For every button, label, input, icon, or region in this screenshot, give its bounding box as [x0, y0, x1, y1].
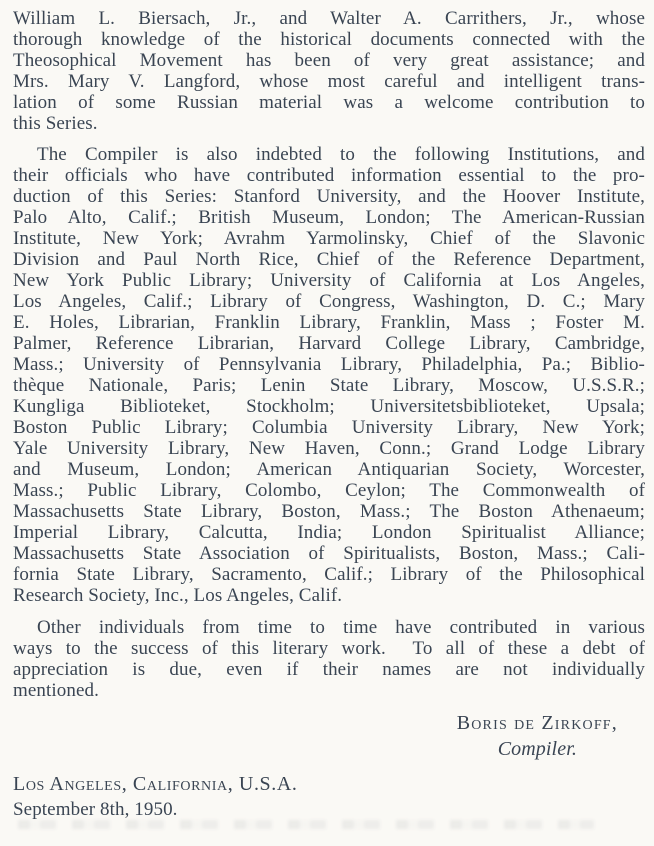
text-line: appreciation is due, even if their names are not individually: [13, 659, 645, 680]
text-line: Massachusetts State Library, Boston, Mass.; The Boston Athenaeum;: [13, 501, 645, 522]
text-line: Boston Public Library; Columbia University Library, New York;: [13, 417, 645, 438]
text-line: and Museum, London; American Antiquarian Society, Worcester,: [13, 459, 645, 480]
text-line: thorough knowledge of the historical documents connected with the: [13, 29, 645, 50]
text-line: William L. Biersach, Jr., and Walter A. Carrithers, Jr., whose: [13, 8, 645, 29]
text-line: Theosophical Movement has been of very great assistance; and: [13, 50, 645, 71]
paragraph-acknowledgments-others: [13, 617, 645, 701]
text-line: Other individuals from time to time have contributed in various: [37, 617, 645, 638]
text-line: Yale University Library, New Haven, Conn.; Grand Lodge Library: [13, 438, 645, 459]
text-line: ways to the success of this literary work. To all of these a debt of: [13, 638, 645, 659]
compiler-title: Compiler.: [497, 738, 577, 760]
text-line: Palmer, Reference Librarian, Harvard College Library, Cambridge,: [13, 333, 645, 354]
text-line: this Series.: [13, 113, 98, 134]
text-line: Mass.; Public Library, Colombo, Ceylon; The Commonwealth of: [13, 480, 645, 501]
scan-artifact: [18, 820, 594, 829]
text-line: lation of some Russian material was a welcome contribution to: [13, 92, 645, 113]
text-line: Massachusetts State Association of Spiritualists, Boston, Mass.; Cali-: [13, 543, 645, 564]
text-line: Los Angeles, Calif.; Library of Congress, Washington, D. C.; Mary: [13, 291, 645, 312]
text-line: The Compiler is also indebted to the following Institutions, and: [37, 144, 645, 165]
text-line: Palo Alto, Calif.; British Museum, London; The American-Russian: [13, 207, 645, 228]
text-line: Mass.; University of Pennsylvania Library, Philadelphia, Pa.; Biblio-: [13, 354, 645, 375]
text-line: Kungliga Biblioteket, Stockholm; Universitetsbiblioteket, Upsala;: [13, 396, 645, 417]
signature: [457, 710, 618, 763]
text-line: Mrs. Mary V. Langford, whose most careful and intelligent trans-: [13, 71, 645, 92]
text-line: duction of this Series: Stanford University, and the Hoover Institute,: [13, 186, 645, 207]
text-line: thèque Nationale, Paris; Lenin State Library, Moscow, U.S.S.R.;: [13, 375, 645, 396]
paragraph-acknowledgments-individuals: [13, 8, 645, 134]
text-line: Imperial Library, Calcutta, India; London Spiritualist Alliance;: [13, 522, 645, 543]
text-line: E. Holes, Librarian, Franklin Library, Franklin, Mass ; Foster M.: [13, 312, 645, 333]
text-line: Institute, New York; Avrahm Yarmolinsky, Chief of the Slavonic: [13, 228, 645, 249]
dateline-place: Los Angeles, California, U.S.A.: [13, 773, 298, 795]
text-line: mentioned.: [13, 680, 99, 701]
text-line: Research Society, Inc., Los Angeles, Calif.: [13, 585, 343, 606]
text-line: fornia State Library, Sacramento, Calif.; Library of the Philosophical: [13, 564, 645, 585]
text-line: their officials who have contributed information essential to the pro-: [13, 165, 645, 186]
dateline-date: September 8th, 1950.: [13, 799, 178, 820]
dateline-block: [13, 771, 645, 823]
paragraph-acknowledgments-institutions: [13, 144, 645, 606]
text-line: Division and Paul North Rice, Chief of the Reference Department,: [13, 249, 645, 270]
signature-block: [13, 710, 645, 763]
text-line: New York Public Library; University of California at Los Angeles,: [13, 270, 645, 291]
compiler-name: Boris de Zirkoff,: [456, 712, 618, 734]
